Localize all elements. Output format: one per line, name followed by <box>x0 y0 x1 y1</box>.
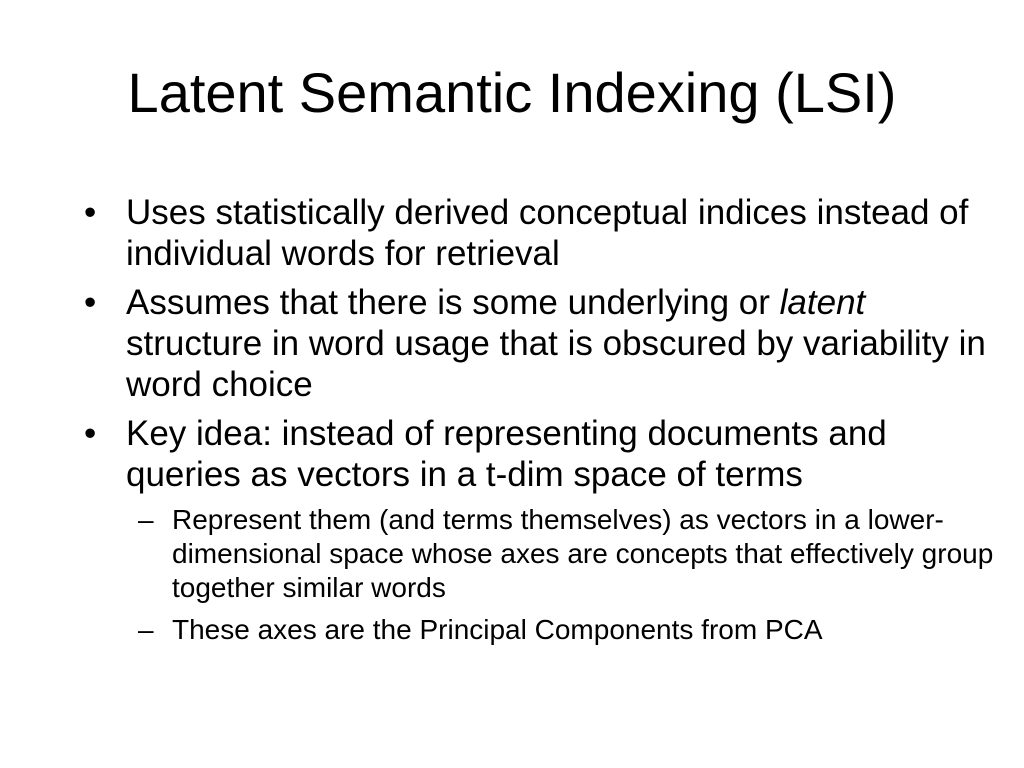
subbullet-marker: – <box>138 504 154 535</box>
subbullet-text: Represent them (and terms themselves) as vectors in a lower-dimensional space whose axes are concepts that effectively group together similar words <box>172 504 994 603</box>
subbullet-marker: – <box>138 614 154 645</box>
slide-body <box>84 192 1004 655</box>
bullet-text: Uses statistically derived conceptual indices instead of individual words for retrieval <box>126 193 969 273</box>
bullet-marker: • <box>84 283 97 322</box>
bullet-text-end: structure in word usage that is obscured by variability in word choice <box>126 324 986 404</box>
slide-title: Latent Semantic Indexing (LSI) <box>127 61 897 124</box>
bullet-text-emphasis: latent <box>779 283 866 322</box>
bullet-item-1 <box>84 192 1004 274</box>
subbullet-item-2 <box>84 613 1004 647</box>
subbullet-text: These axes are the Principal Components from PCA <box>172 614 823 645</box>
bullet-text-start: Assumes that there is some underlying or <box>126 283 780 322</box>
bullet-text: Key idea: instead of representing documents and queries as vectors in a t-dim space of terms <box>126 414 887 494</box>
bullet-marker: • <box>84 193 97 232</box>
bullet-item-2 <box>84 282 1004 405</box>
subbullet-item-1 <box>84 503 1004 605</box>
bullet-marker: • <box>84 414 97 453</box>
bullet-item-3 <box>84 413 1004 495</box>
